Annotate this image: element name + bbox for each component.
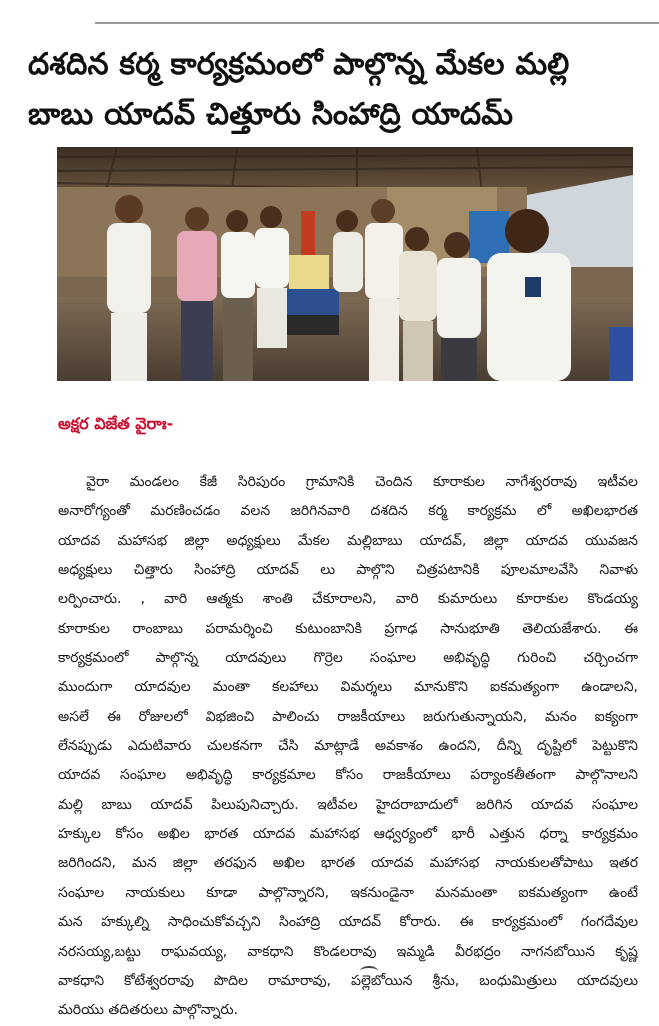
article-photo [57,147,633,381]
article-body [58,468,638,1026]
article-line: హక్కుల కోసం అఖిల భారత యాదవ మహాసభ ఆధ్వర్యంలో భారీ ఎత్తున ధర్నా కార్యక్రమం [58,826,638,843]
article-line: కార్యక్రమంలో పాల్గొన్న యాదవులు గొర్రెల సంఘాల అభివృద్ధి గురించి చర్చించగా [58,650,638,667]
group-photo-illustration [57,147,633,381]
article-line: యాదవ మహాసభ జిల్లా అధ్యక్షులు మేకల మల్లిబాబు యాదవ్, జిల్లా యాదవ యువజన [58,532,638,549]
article-line: మరియు తదితరులు పాల్గొన్నారు. [58,1002,239,1019]
page-bottom-ornament [360,966,378,976]
article-line: మల్లి బాబు యాదవ్ పిలుపునిచ్చారు. ఇటీవల హైదరాబాదులో జరిగిన యాదవ సంఘాల [58,796,638,813]
article-line: అనారోగ్యంతో మరణించడం వలన జరిగినవారి దశదిన కర్మ కార్యక్రమ లో అఖిలభారత [58,503,638,520]
article-line: వాకధాని కోటేశ్వరరావు పొదిల రామారావు, పల్లెబోయిన శ్రీను, బంధుమిత్రులు యాదవులు [58,972,638,989]
article-line: లేనప్పుడు ఎదుటివారు చులకనగా చేసి మాట్లాడే అవకాశం ఉందని, దీన్ని దృష్టిలో పెట్టుకొని [58,738,638,755]
article-headline [28,40,648,140]
top-divider-rule [95,22,659,24]
article-line: అసలే ఈ రోజులలో విభజించి పాలించు రాజకీయాలు జరుగుతున్నాయని, మనం ఐక్యంగా [58,708,638,725]
article-byline: అక్షర విజేత వైరాః- [58,414,174,433]
article-line: కూరాకుల రాంబాబు పరామర్శించి కుటుంబానికి ప్రగాఢ సానుభూతి తెలియజేశారు. ఈ [58,620,638,637]
article-line: అధ్యక్షులు చిత్తారు సింహాద్రి యాదవ్ లు పాల్గొని చిత్రపటానికి పూలమాలవేసి నివాళు [58,562,638,579]
headline-line-2: బాబు యాదవ్ చిత్తూరు సింహాద్రి యాదమ్ [28,97,514,132]
article-line: ముందుగా యాదవుల మంతా కలహాలు విమర్శలు మానుకొని ఐకమత్యంగా ఉండాలని, [58,679,638,696]
article-line: లర్పించారు. , వారి ఆత్మకు శాంతి చేకూరాలని, వారి కుమారులు కూరాకుల కొండయ్య [58,591,638,608]
article-line: వైరా మండలం కేజీ సిరిపురం గ్రామానికి చెందిన కూరాకుల నాగేశ్వరరావు ఇటీవల [86,474,638,490]
article-line: యాదవ సంఘాల అభివృద్ధి కార్యక్రమాల కోసం రాజకీయాలు పర్యాంకతీతంగా పాల్గొనాలని [58,767,638,784]
headline-line-1: దశదిన కర్మ కార్యక్రమంలో పాల్గొన్న మేకల మల్లి [28,47,570,82]
article-line: జరిగిందని, మన జిల్లా తరఫున అఖిల భారత యాదవ మహాసభ నాయకులతోపాటు ఇతర [58,855,638,872]
article-line: నరసయ్య,బట్టు రాఘవయ్య, వాకధాని కొండలరావు ఇమ్మడి వీరభద్రం నాగనబోయిన కృష్ణ [58,943,638,960]
article-line: మన హక్కుల్ని సాధించుకోవచ్చని సింహాద్రి యాదవ్ కోరారు. ఈ కార్యక్రమంలో గంగదేవుల [58,914,638,931]
article-line: సంఘాల నాయకులు కూడా పాల్గొన్నారని, ఇకనుండైనా మనమంతా ఐకమత్యంగా ఉంటే [58,884,638,901]
